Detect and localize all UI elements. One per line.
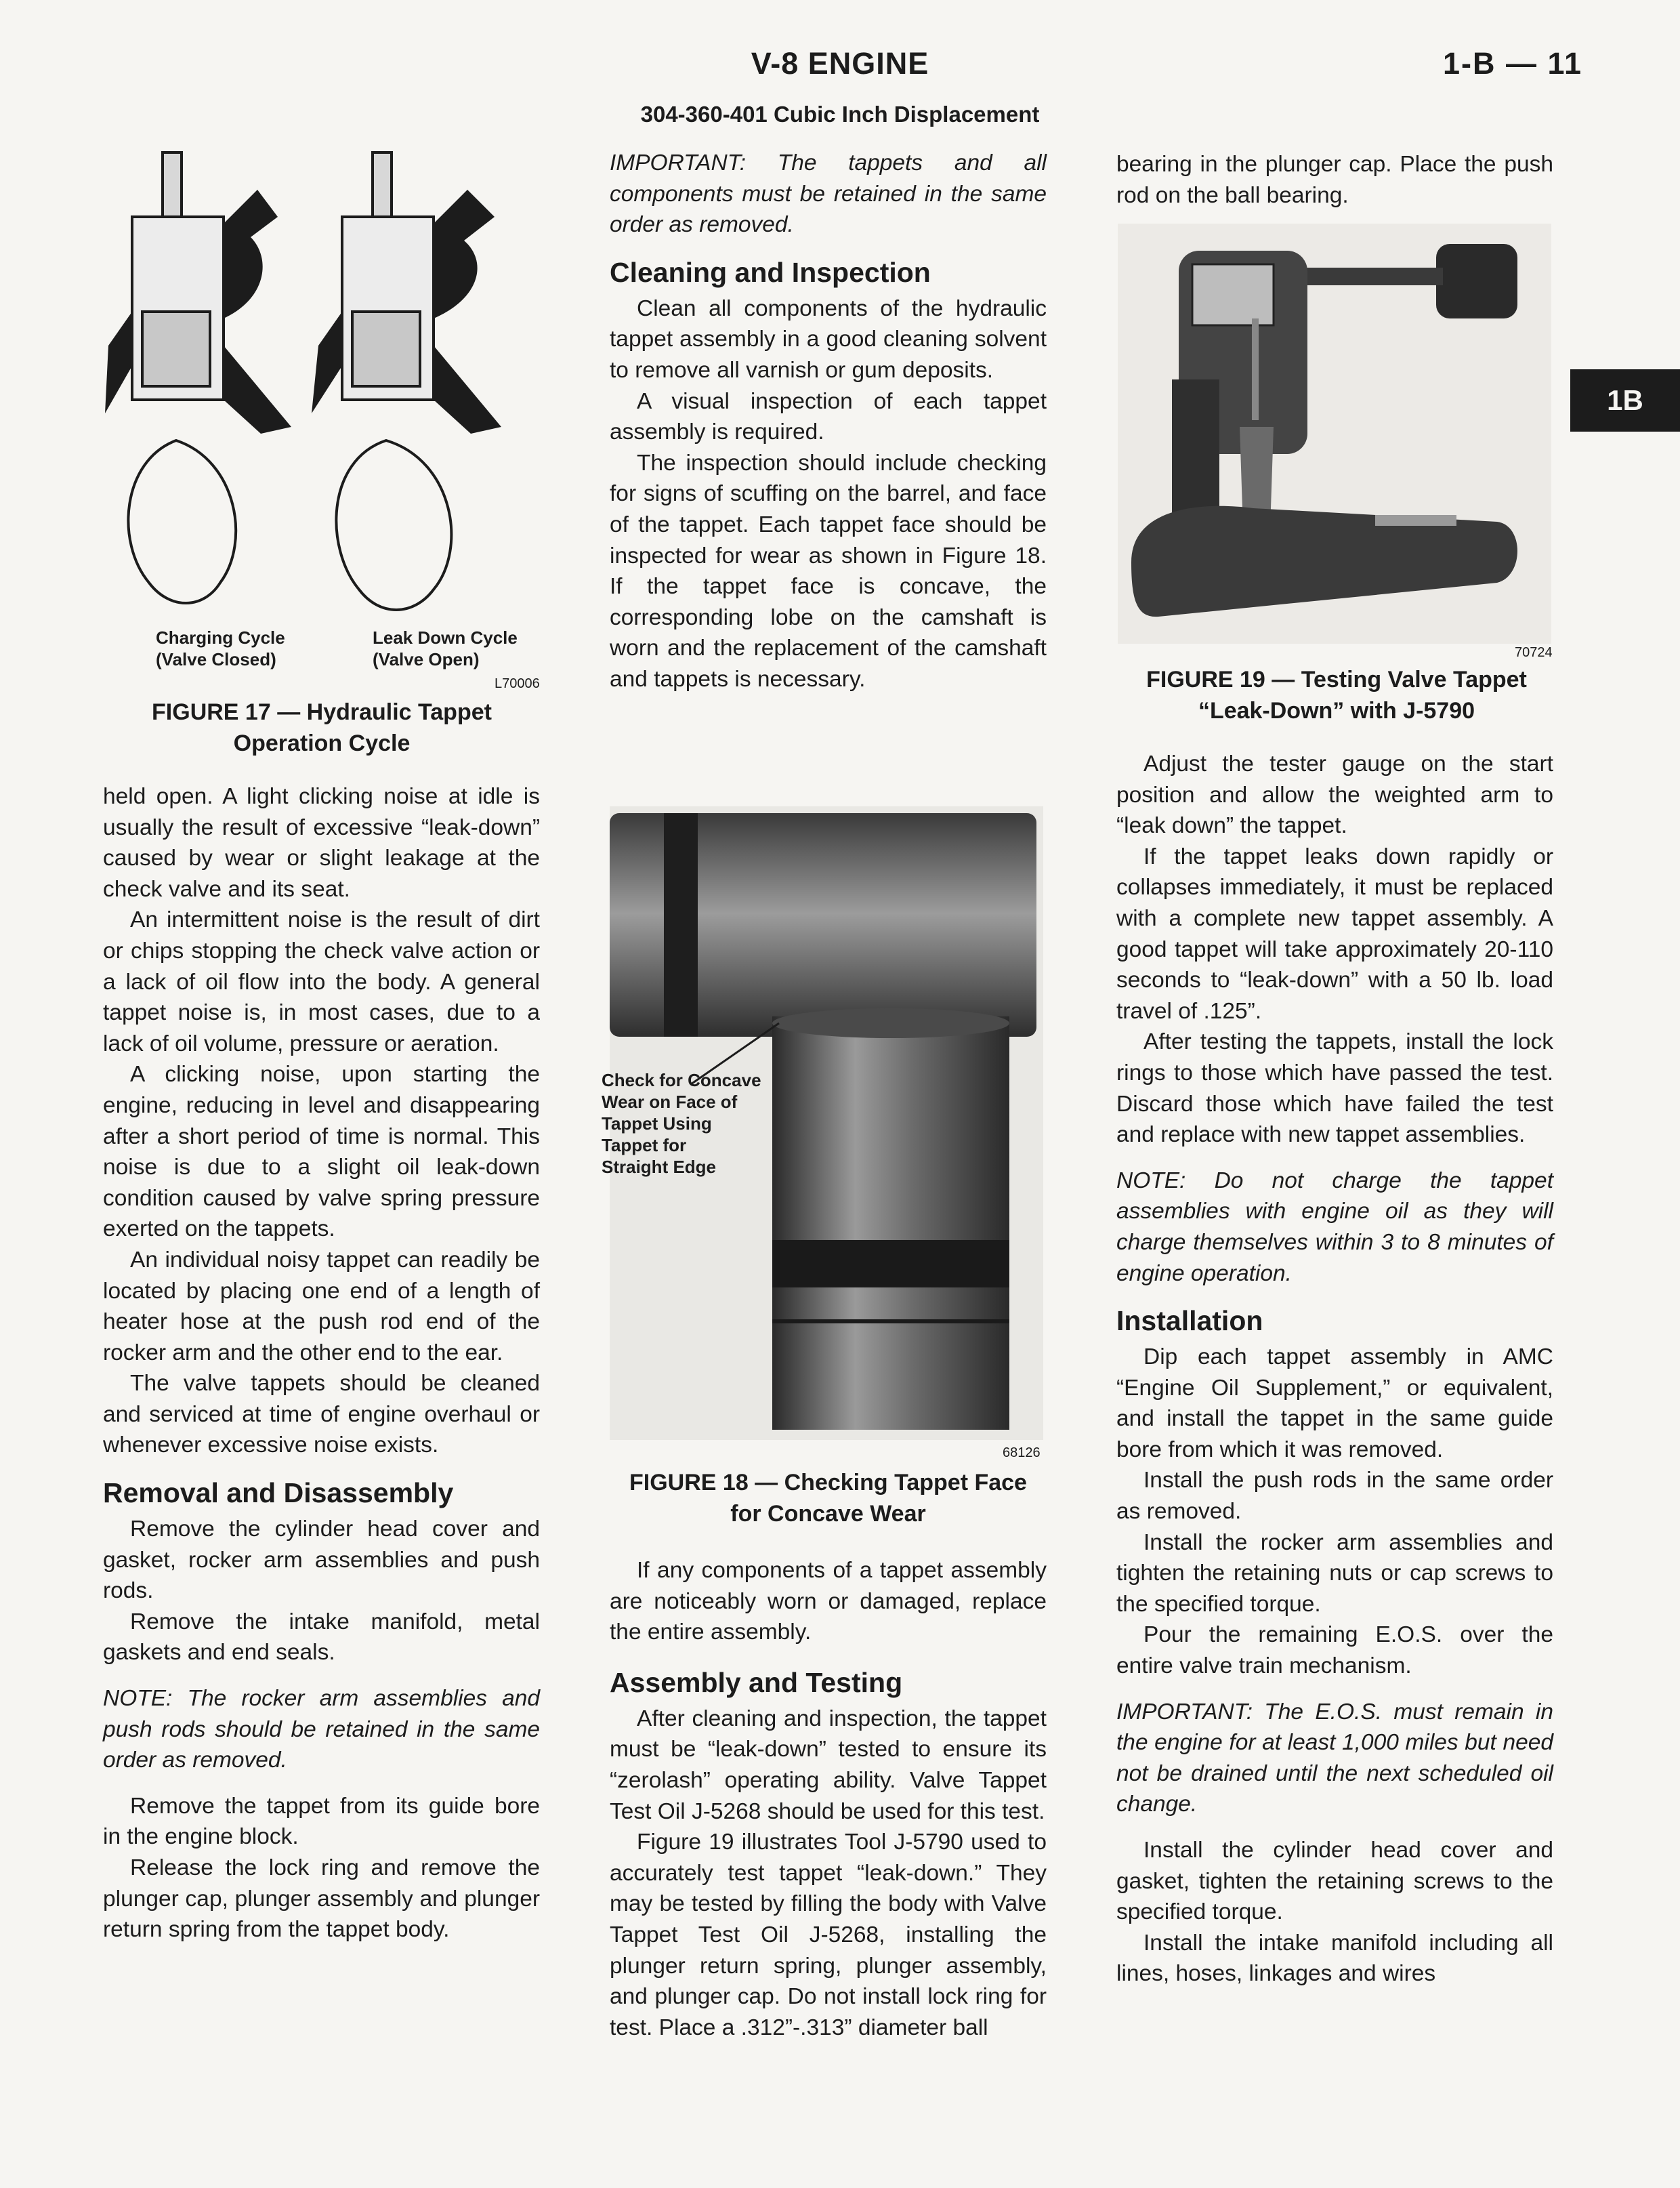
section-tab: 1B (1570, 369, 1680, 432)
col3-paragraph: Install the cylinder head cover and gasket, tighten the retaining screws to the specified torque. (1116, 1838, 1553, 1925)
col1-paragraph: Release the lock ring and remove the plunger cap, plunger assembly and plunger return spring from the tappet body. (103, 1855, 540, 1943)
col1-paragraph: The valve tappets should be cleaned and serviced at time of engine overhaul or whenever excessive noise exists. (103, 1371, 540, 1458)
col2-paragraph: If any components of a tappet assembly are noticeably worn or damaged, replace the entire assembly. (610, 1558, 1047, 1645)
col1-paragraph: An intermittent noise is the result of dirt or chips stopping the check valve action or a lack of oil flow into the body. A general tappet noise is, in most cases, due to a lack of oil volume, pressure or aeration. (103, 907, 540, 1056)
col3-paragraph: Install the rocker arm assemblies and tighten the retaining nuts or cap screws to the specified torque. (1116, 1529, 1553, 1617)
column-2-bottom (610, 1555, 1047, 2043)
col3-paragraph: Install the intake manifold including all lines, hoses, linkages and wires (1116, 1930, 1553, 1987)
column-1 (103, 781, 540, 1945)
col3-paragraph: Install the push rods in the same order as removed. (1116, 1468, 1553, 1525)
col3-note: NOTE: Do not charge the tappet assemblies with engine oil as they will charge themselves within 3 to 8 minutes of engine operation. (1116, 1168, 1553, 1286)
heading-cleaning: Cleaning and Inspection (610, 256, 931, 288)
figure-19-caption: FIGURE 19 — Testing Valve Tappet “Leak-Down” with J-5790 (1146, 667, 1527, 724)
figure-18-caption: FIGURE 18 — Checking Tappet Face for Concave Wear (629, 1470, 1027, 1527)
heading-removal: Removal and Disassembly (103, 1477, 454, 1509)
col1-paragraph: A clicking noise, upon starting the engine, reducing in level and disappearing after a short period of time is normal. This noise is due to a slight oil leak-down condition caused by valve spring pressure exerted on the tappets. (103, 1062, 540, 1242)
col3-paragraph: Pour the remaining E.O.S. over the entire valve train mechanism. (1116, 1622, 1553, 1679)
col3-paragraph: Adjust the tester gauge on the start position and allow the weighted arm to “leak down” the tappet. (1116, 751, 1553, 839)
col3-paragraph: Dip each tappet assembly in AMC “Engine Oil Supplement,” or equivalent, and install the tappet in the same guide bore from which it was removed. (1116, 1344, 1553, 1462)
col2-paragraph: After cleaning and inspection, the tappet must be “leak-down” tested to ensure its “zerolash” operating ability. Valve Tappet Test Oil J-5268 should be used for this test. (610, 1706, 1047, 1824)
heading-installation: Installation (1116, 1305, 1263, 1337)
col2-paragraph: A visual inspection of each tappet assembly is required. (610, 388, 1047, 445)
figure-17-caption: FIGURE 17 — Hydraulic Tappet Operation Cycle (152, 699, 492, 756)
figure-17-label-left: Charging Cycle (Valve Closed) (156, 627, 285, 669)
col3-important: IMPORTANT: The E.O.S. must remain in the engine for at least 1,000 miles but need not be drained until the next scheduled oil change. (1116, 1699, 1553, 1817)
figure-18-code: 68126 (1003, 1445, 1041, 1460)
col1-note: NOTE: The rocker arm assemblies and push rods should be retained in the same order as removed. (103, 1686, 540, 1773)
heading-assembly: Assembly and Testing (610, 1666, 903, 1698)
page-number: 1-B — 11 (1443, 46, 1583, 81)
col2-important: IMPORTANT: The tappets and all components must be retained in the same order as removed. (610, 150, 1047, 238)
col1-paragraph: held open. A light clicking noise at idle is usually the result of excessive “leak-down” caused by wear or slight leakage at the check valve and its seat. (103, 784, 540, 902)
figure-19-code: 70724 (1515, 645, 1553, 660)
figure-17-code: L70006 (495, 676, 540, 691)
col1-paragraph: An individual noisy tappet can readily be located by placing one end of a length of heater hose at the push rod end of the rocker arm and the other end to the ear. (103, 1247, 540, 1365)
column-3-bottom (1116, 749, 1553, 1989)
col2-paragraph: Clean all components of the hydraulic tappet assembly in a good cleaning solvent to remove all varnish or gum deposits. (610, 295, 1047, 383)
col1-paragraph: Remove the tappet from its guide bore in the engine block. (103, 1793, 540, 1850)
figure-17-label-right: Leak Down Cycle (Valve Open) (373, 627, 518, 669)
col3-paragraph: After testing the tappets, install the lock rings to those which have passed the test. Discard those which have failed the test and replace with new tappet assemblies. (1116, 1029, 1553, 1148)
col3-paragraph: If the tappet leaks down rapidly or collapses immediately, it must be replaced with a complete new tappet assembly. A good tappet will take approximately 20-110 seconds to “leak-down” with a 50 lb. load travel of .125”. (1116, 844, 1553, 1024)
col1-paragraph: Remove the cylinder head cover and gasket, rocker arm assemblies and push rods. (103, 1516, 540, 1604)
page-title: V-8 ENGINE (751, 46, 929, 81)
figure-19-photo (1118, 224, 1551, 644)
col1-paragraph: Remove the intake manifold, metal gaskets and end seals. (103, 1609, 540, 1666)
figure-17-illustration (102, 142, 542, 630)
col2-paragraph: Figure 19 illustrates Tool J-5790 used to accurately test tappet “leak-down.” They may be tested by filling the body with Valve Tappet Test Oil J-5268, installing the plunger return spring, plunger assembly, and plunger cap. Do not install lock ring for test. Place a .312”-.313” diameter ball (610, 1830, 1047, 2040)
tappet-diagram-left (128, 152, 236, 603)
col2-paragraph: The inspection should include checking for signs of scuffing on the barrel, and face of the tappet. Each tappet face should be inspected for wear as shown in Figure 18. If the tappet face is concave, the corresponding lobe on the camshaft is worn and the replacement of the camshaft and tappets is necessary. (610, 450, 1047, 692)
column-2-top (610, 148, 1047, 695)
page-subtitle: 304-360-401 Cubic Inch Displacement (640, 102, 1040, 127)
column-3-top (1116, 149, 1553, 211)
figure-18-callout: Check for Concave Wear on Face of Tappet Using Tappet for Straight Edge (602, 1070, 761, 1177)
col3-paragraph: bearing in the plunger cap. Place the push rod on the ball bearing. (1116, 152, 1553, 208)
